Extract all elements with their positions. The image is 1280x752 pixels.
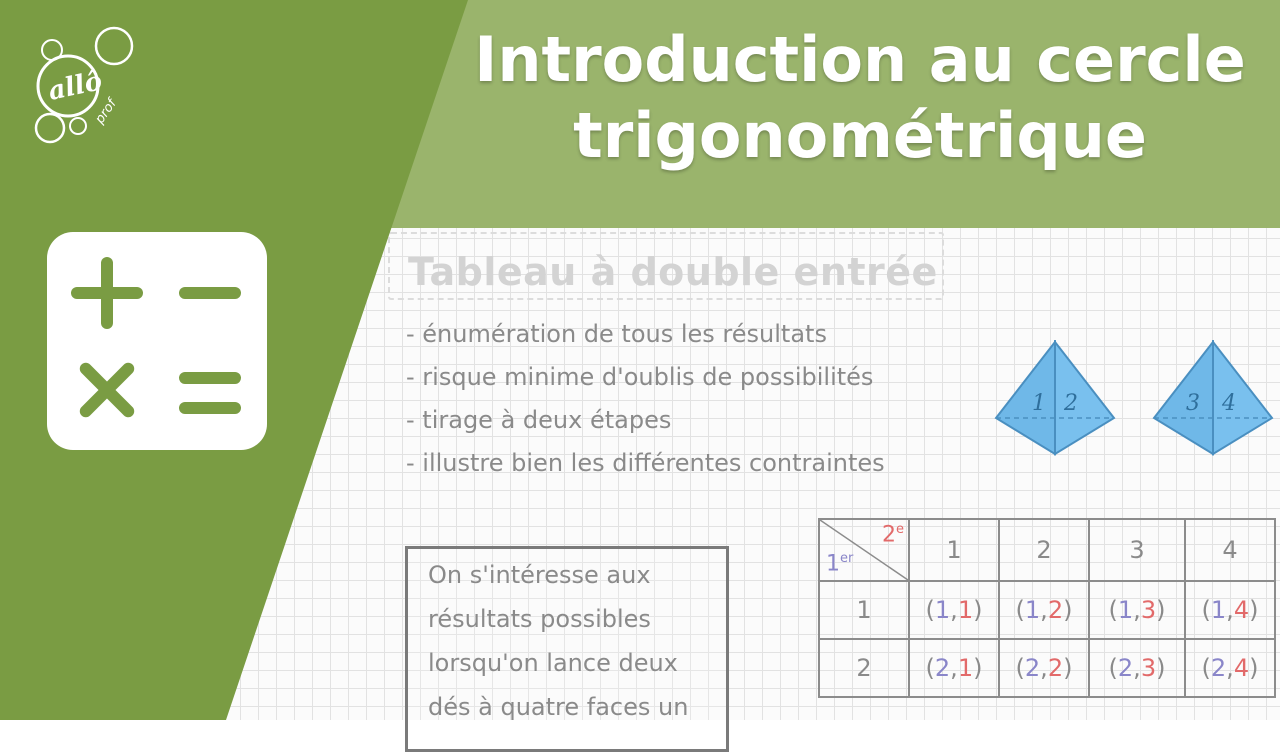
bullet-item: - risque minime d'oublis de possibilités <box>406 363 874 391</box>
table-cell: (2,4) <box>1185 639 1275 697</box>
table-cell: (1,1) <box>909 581 999 639</box>
title-line: trigonométrique <box>573 99 1147 172</box>
calculator-icon <box>47 232 267 450</box>
corner-first-label: 1er <box>826 550 854 576</box>
section-heading: Tableau à double entrée <box>408 250 938 294</box>
table-row <box>819 581 1275 639</box>
column-header: 3 <box>1089 519 1185 581</box>
note-box <box>405 546 729 752</box>
table-cell: (1,3) <box>1089 581 1185 639</box>
bullet-item: - illustre bien les différentes contraintes <box>406 449 885 477</box>
note-line: lorsqu'on lance deux <box>428 649 678 677</box>
pyramid-face-label: 3 <box>1186 391 1200 416</box>
table-cell: (1,2) <box>999 581 1089 639</box>
note-line: dés à quatre faces un <box>428 693 689 721</box>
table-row <box>819 639 1275 697</box>
column-header: 4 <box>1185 519 1275 581</box>
table-header-row <box>819 519 1275 581</box>
table-cell: (2,3) <box>1089 639 1185 697</box>
note-line: On s'intéresse aux <box>428 561 651 589</box>
pyramid-face-label: 4 <box>1222 391 1236 416</box>
row-header: 2 <box>819 639 909 697</box>
table-cell: (2,2) <box>999 639 1089 697</box>
pyramid-face-label: 1 <box>1032 391 1046 416</box>
pyramid-face-label: 2 <box>1064 391 1078 416</box>
table-cell: (2,1) <box>909 639 999 697</box>
logo-subtext: prof <box>92 96 120 127</box>
table-corner-cell <box>819 519 909 581</box>
pyramid-die-2 <box>1152 340 1274 456</box>
pyramid-die-1 <box>994 340 1116 456</box>
table-cell: (1,4) <box>1185 581 1275 639</box>
corner-second-label: 2e <box>882 522 904 548</box>
bullet-item: - énumération de tous les résultats <box>406 320 827 348</box>
title-line: Introduction au cercle <box>474 23 1246 96</box>
column-header: 1 <box>909 519 999 581</box>
note-line: résultats possibles <box>428 605 651 633</box>
row-header: 1 <box>819 581 909 639</box>
allo-prof-logo <box>28 24 138 148</box>
bullet-item: - tirage à deux étapes <box>406 406 672 434</box>
logo-text: allô <box>45 66 105 107</box>
video-title <box>440 22 1280 174</box>
bullet-list <box>406 316 885 488</box>
double-entry-table <box>818 518 1276 698</box>
column-header: 2 <box>999 519 1089 581</box>
